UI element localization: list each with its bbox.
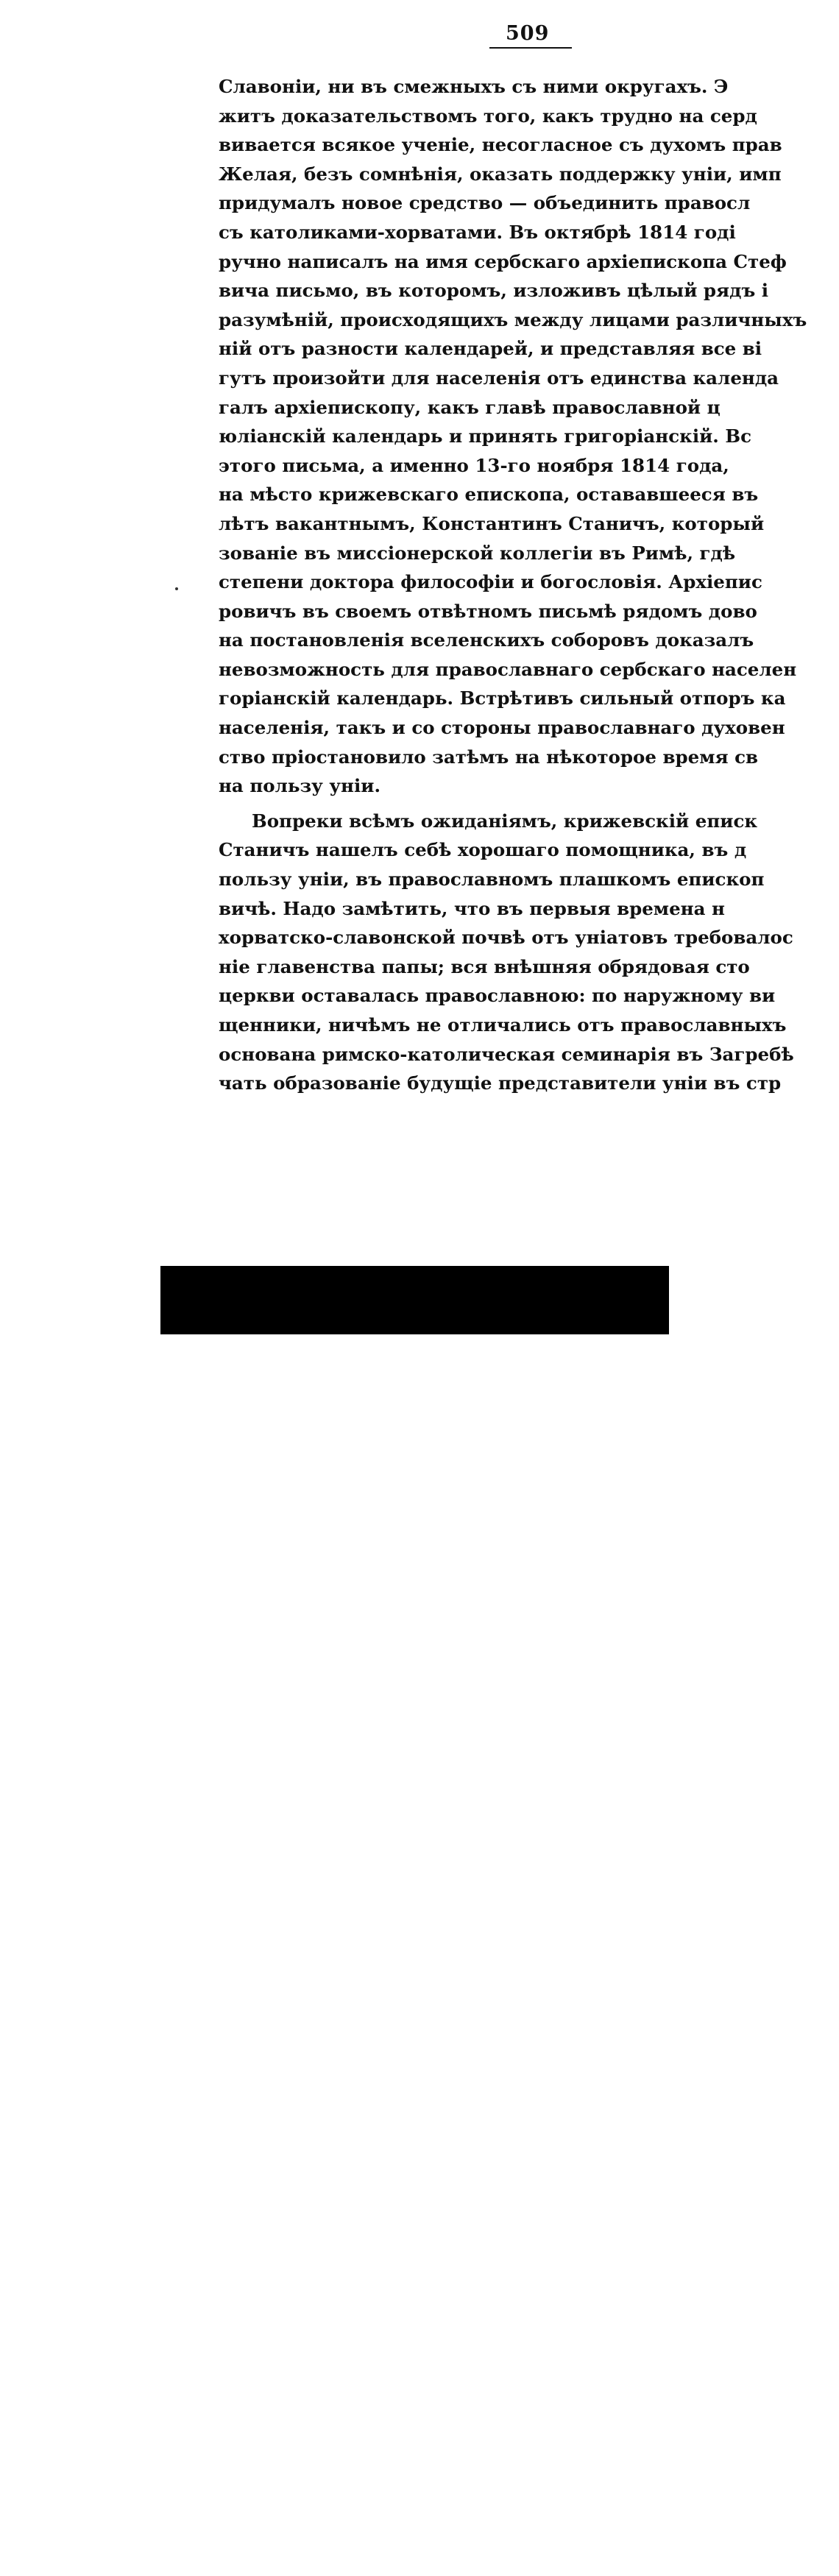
text-line: чать образованіе будущіе представители уніи въ стр [219, 1072, 782, 1094]
text-line: церкви оставалась православною: по наружному ви [219, 985, 776, 1007]
text-line: зованіе въ миссіонерской коллегіи въ Римѣ, гдѣ [219, 542, 736, 564]
text-line: съ католиками-хорватами. Въ октябрѣ 1814 годі [219, 221, 736, 243]
scan-edge-speck [720, 2567, 724, 2576]
text-line: галъ архіепископу, какъ главѣ православной ц [219, 396, 721, 418]
text-line: основана римско-католическая семинарія въ Загребѣ [219, 1043, 794, 1065]
text-line: вичѣ. Надо замѣтить, что въ первыя времена н [219, 897, 725, 919]
text-line: ровичъ въ своемъ отвѣтномъ письмѣ рядомъ дово [219, 600, 757, 622]
text-line: Славоніи, ни въ смежныхъ съ ними округахъ. Э [219, 76, 729, 97]
text-line: Желая, безъ сомнѣнія, оказать поддержку уніи, имп [219, 163, 782, 185]
scan-speck [175, 587, 178, 590]
text-line: горіанскій календарь. Встрѣтивъ сильный отпоръ ка [219, 687, 786, 710]
text-line: Вопреки всѣмъ ожиданіямъ, крижевскій еписк [252, 810, 758, 832]
paragraph [219, 72, 807, 801]
text-line: населенія, такъ и со стороны православнаго духовен [219, 717, 785, 739]
scan-bottom-edge [160, 1266, 669, 1334]
text-line: пользу уніи, въ православномъ плашкомъ епископ [219, 868, 765, 891]
text-line: этого письма, а именно 13-го ноября 1814 года, [219, 454, 729, 476]
text-line: ство пріостановило затѣмъ на нѣкоторое время св [219, 746, 759, 768]
body-text [219, 72, 807, 1094]
text-line: ручно написалъ на имя сербскаго архіепископа Стеф [219, 250, 787, 272]
text-line: гутъ произойти для населенія отъ единства календа [219, 367, 779, 389]
text-line: юліанскій календарь и принять григоріанскій. Вс [219, 425, 751, 447]
text-line: житъ доказательствомъ того, какъ трудно на серд [219, 105, 757, 127]
text-line: щенники, ничѣмъ не отличались отъ православныхъ [219, 1014, 787, 1036]
text-line: разумѣній, происходящихъ между лицами различныхъ [219, 308, 807, 330]
text-line: невозможность для православнаго сербскаго населен [219, 658, 797, 680]
text-line: вича письмо, въ которомъ, изложивъ цѣлый рядъ і [219, 280, 769, 302]
text-line: Станичъ нашелъ себѣ хорошаго помощника, въ д [219, 839, 747, 861]
text-line: на постановленія вселенскихъ соборовъ доказалъ [219, 629, 754, 651]
text-line: придумалъ новое средство — объединить правосл [219, 192, 751, 214]
paragraph [219, 807, 794, 1098]
page-number: 509 [506, 22, 550, 45]
page-number-rule [489, 47, 572, 49]
text-line: на мѣсто крижевскаго епископа, остававшееся въ [219, 484, 759, 506]
text-line: ніе главенства папы; вся внѣшняя обрядовая сто [219, 955, 750, 977]
text-line: хорватско-славонской почвѣ отъ уніатовъ требовалос [219, 927, 793, 949]
text-line: на пользу уніи. [219, 775, 380, 797]
text-line: степени доктора философіи и богословія. Архіепис [219, 571, 762, 593]
text-line: ній отъ разности календарей, и представляя все ві [219, 338, 762, 360]
text-line: вивается всякое ученіе, несогласное съ духомъ прав [219, 134, 782, 156]
text-line: лѣтъ вакантнымъ, Константинъ Станичъ, который [219, 512, 765, 534]
paragraph-gap [219, 801, 673, 807]
